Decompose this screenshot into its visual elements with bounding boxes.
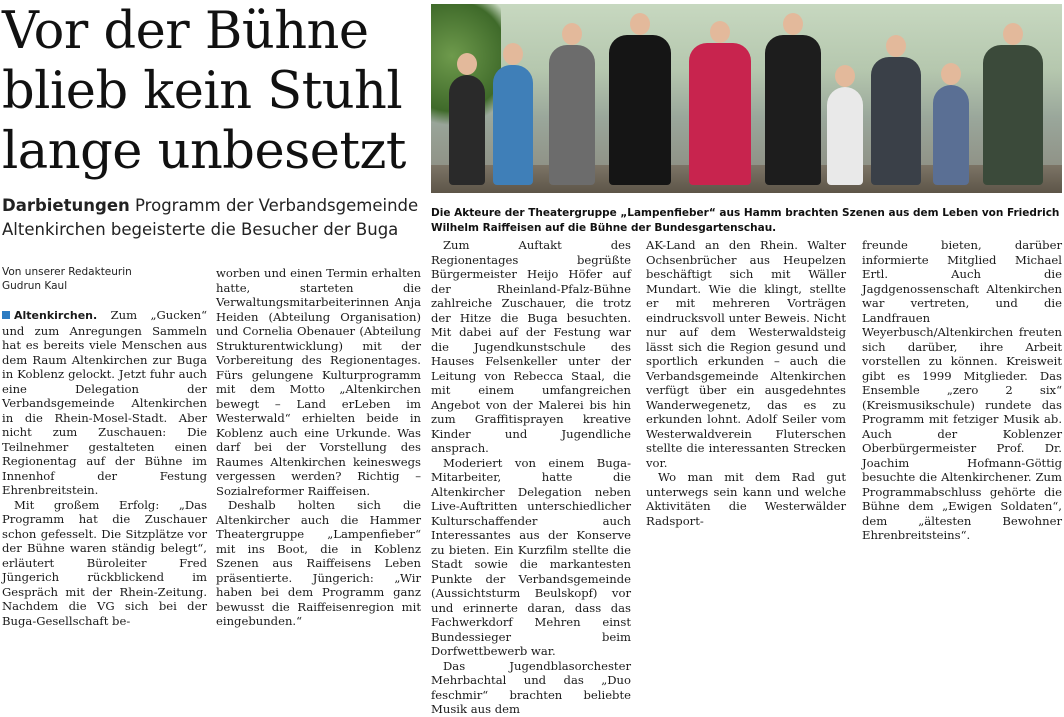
article-column-5 — [862, 238, 1062, 543]
photo-figure — [933, 85, 969, 185]
headline-line-3: lange unbesetzt — [2, 122, 406, 181]
article-paragraph: freunde bieten, darüber informierte Mitglied Michael Ertl. Auch die Jagdgenossenschaft Altenkirchen war vertreten, und die Landfrauen Weyerbusch/Altenkirchen freuten sich darüber, ihre Arbeit vorstellen zu können. Kreisweit gibt es 1999 Mitglieder. Das Ensemble „zero 2 six“ (Kreismusikschule) rundete das Programm mit fetziger Musik ab. Auch der Koblenzer Oberbürgermeister Prof. Dr. Joachim Hofmann-Göttig besuchte die Altenkirchener. Zum Programmabschluss gehörte die Bühne dem „Ewigen Soldaten“, dem „ältesten Bewohner Ehrenbreitsteins“. — [862, 238, 1062, 542]
article-paragraph: Das Jugendblasorchester Mehrbachtal und das „Duo feschmir“ brachten beliebte Musik aus dem — [431, 658, 631, 716]
article-paragraph: Deshalb holten sich die Altenkircher auch die Hammer Theatergruppe „Lampenfieber“ mit ins Boot, die in Koblenz Szenen aus Raiffeisens Leben präsentierte. Jüngerich: „Wir haben bei dem Programm ganz bewusst die Raiffeisenregion mit eingebunden.“ — [216, 498, 421, 628]
section-marker-icon — [2, 311, 10, 319]
article-paragraph: Zum Auftakt des Regionentages begrüßte Bürgermeister Heijo Höfer auf der Rheinland-Pfalz-Bühne zahlreiche Zuschauer, die trotz der Hitze die Buga besuchten. Mit dabei auf der Festung war die Jugendkunstschule des Hauses Felsenkeller unter der Leitung von Rebecca Staal, die mit einem umfangreichen Angebot von der Malerei bis hin zum Graffitisprayen kreative Kinder und Jugendliche ansprach. — [431, 238, 631, 455]
photo-figure — [449, 75, 485, 185]
photo-caption: Die Akteure der Theatergruppe „Lampenfieber“ aus Hamm brachten Szenen aus dem Leben von Friedrich Wilhelm Raiffeisen auf die Bühne der Bundesgartenschau. — [431, 207, 1060, 234]
article-paragraph: Moderiert von einem Buga-Mitarbeiter, hatte die Altenkircher Delegation neben Live-Auftritten unterschiedlicher Kulturschaffender auch Interessantes aus der Konserve zu bieten. Ein Kurzfilm stellte die Stadt sowie die markantesten Punkte der Verbandsgemeinde (Aussichtsturm Beulskopf) vor und erinnerte daran, dass das Fachwerkdorf Mehren einst Bundessieger beim Dorfwettbewerb war. — [431, 455, 631, 658]
byline-role: Von unserer Redakteurin — [2, 266, 132, 278]
subheadline — [2, 194, 422, 242]
article-paragraph — [2, 308, 207, 498]
article-column-4 — [646, 238, 846, 528]
photo-figure — [765, 35, 821, 185]
photo-figure — [983, 45, 1043, 185]
headline-line-1: Vor der Bühne — [2, 2, 369, 61]
photo-figure — [609, 35, 671, 185]
photo-figure — [871, 57, 921, 185]
article-column-2 — [216, 266, 421, 629]
subhead-text: Programm der Verbandsgemeinde Altenkirchen begeisterte die Besucher der Buga — [2, 196, 419, 239]
headline-line-2: blieb kein Stuhl — [2, 62, 403, 121]
article-text: Zum „Gucken“ und zum Anregungen Sammeln hat es bereits viele Menschen aus dem Raum Altenkirchen zur Buga in Koblenz gelockt. Jetzt fuhr auch eine Delegation der Verbandsgemeinde Altenkirchen in die Rhein-Mosel-Stadt. Aber nicht zum Zuschauen: Die Teilnehmer gestalteten einen Regionentag auf der Bühne im Innenhof der Festung Ehrenbreitstein. — [2, 308, 207, 497]
article-paragraph: Mit großem Erfolg: „Das Programm hat die Zuschauer schon gefesselt. Die Sitzplätze vor der Bühne waren ständig belegt“, erläutert Büroleiter Fred Jüngerich rückblickend im Gespräch mit der Rhein-Zeitung. Nachdem die VG sich bei der Buga-Gesellschaft be- — [2, 497, 207, 628]
article-location: Altenkirchen. — [14, 309, 98, 322]
byline — [2, 265, 207, 293]
headline — [2, 2, 422, 182]
theater-group-photo — [431, 4, 1062, 193]
byline-author: Gudrun Kaul — [2, 280, 68, 292]
photo-figure — [689, 43, 751, 185]
photo-figure — [493, 65, 533, 185]
article-paragraph: AK-Land an den Rhein. Walter Ochsenbrücher aus Heupelzen beschäftigt sich mit Wäller Mundart. Wie die klingt, stellte er mit mehreren Vorträgen eindrucksvoll unter Beweis. Nicht nur auf dem Westerwaldsteig lässt sich die Region gesund und sportlich erkunden – auch die Verbandsgemeinde Altenkirchen verfügt über ein ausgedehntes Wanderwegenetz, das es zu erkunden lohnt. Adolf Seiler vom Westerwaldverein Fluterschen stellte die interessanten Strecken vor. — [646, 238, 846, 470]
article-column-1 — [2, 308, 207, 628]
article-paragraph: worben und einen Termin erhalten hatte, starteten die Verwaltungsmitarbeiterinnen Anja Heiden (Abteilung Organisation) und Cornelia Obenauer (Abteilung Strukturentwicklung) mit der Vorbereitung des Regionentages. Fürs gelungene Kulturprogramm mit dem Motto „Altenkirchen bewegt – Land erLeben im Westerwald“ erhielten beide in Koblenz auch eine Urkunde. Was darf bei der Vorstellung des Raumes Altenkirchen keineswegs vergessen werden? Richtig – Sozialreformer Raiffeisen. — [216, 266, 421, 498]
subhead-kicker: Darbietungen — [2, 196, 130, 215]
article-paragraph: Wo man mit dem Rad gut unterwegs sein kann und welche Aktivitäten die Westerwälder Radsport- — [646, 470, 846, 528]
article-column-3 — [431, 238, 631, 717]
photo-figure — [827, 87, 863, 185]
photo-figure — [549, 45, 595, 185]
